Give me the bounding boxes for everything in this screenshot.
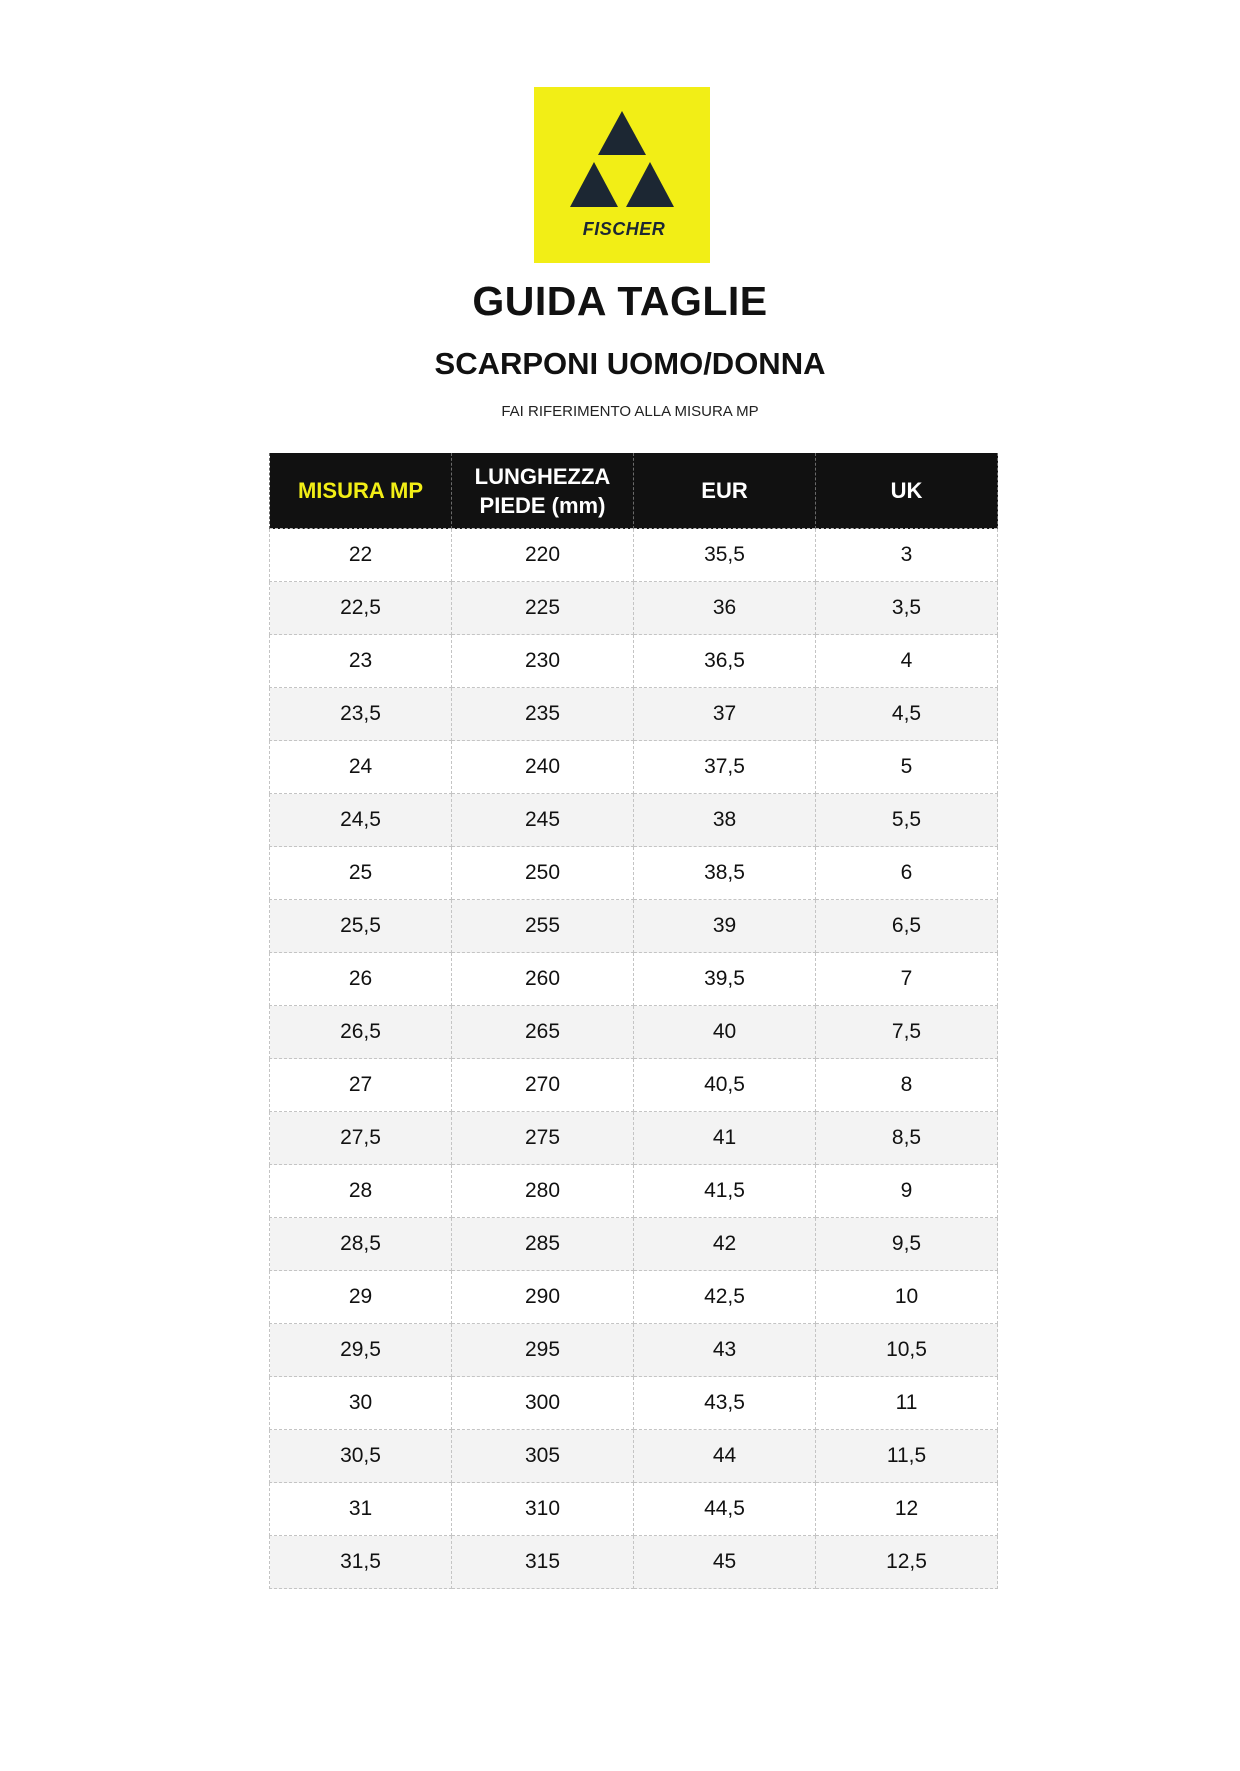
cell-eur: 41 (634, 1112, 816, 1165)
table-row (270, 1536, 998, 1589)
cell-eur: 38 (634, 794, 816, 847)
cell-misura-mp: 30 (270, 1377, 452, 1430)
cell-misura-mp: 26 (270, 953, 452, 1006)
cell-uk: 10 (816, 1271, 998, 1324)
cell-uk: 7 (816, 953, 998, 1006)
cell-lunghezza-piede: 275 (452, 1112, 634, 1165)
page-title: GUIDA TAGLIE (472, 278, 768, 324)
cell-lunghezza-piede: 310 (452, 1483, 634, 1536)
cell-misura-mp: 27,5 (270, 1112, 452, 1165)
cell-misura-mp: 29 (270, 1271, 452, 1324)
cell-uk: 4 (816, 635, 998, 688)
table-row (270, 1271, 998, 1324)
cell-eur: 35,5 (634, 529, 816, 582)
cell-lunghezza-piede: 260 (452, 953, 634, 1006)
cell-eur: 42 (634, 1218, 816, 1271)
cell-eur: 36,5 (634, 635, 816, 688)
table-row (270, 900, 998, 953)
cell-eur: 43,5 (634, 1377, 816, 1430)
fischer-logo (534, 87, 710, 263)
cell-uk: 5,5 (816, 794, 998, 847)
table-row (270, 1006, 998, 1059)
cell-lunghezza-piede: 225 (452, 582, 634, 635)
table-row (270, 847, 998, 900)
cell-misura-mp: 31 (270, 1483, 452, 1536)
cell-uk: 6 (816, 847, 998, 900)
cell-misura-mp: 23 (270, 635, 452, 688)
cell-lunghezza-piede: 285 (452, 1218, 634, 1271)
table-row (270, 1112, 998, 1165)
column-header-eur: EUR (634, 453, 816, 529)
cell-uk: 11 (816, 1377, 998, 1430)
cell-misura-mp: 28 (270, 1165, 452, 1218)
table-row (270, 1377, 998, 1430)
cell-misura-mp: 29,5 (270, 1324, 452, 1377)
cell-eur: 41,5 (634, 1165, 816, 1218)
cell-eur: 36 (634, 582, 816, 635)
cell-misura-mp: 22 (270, 529, 452, 582)
cell-uk: 6,5 (816, 900, 998, 953)
table-row (270, 1324, 998, 1377)
page-subtitle: SCARPONI UOMO/DONNA (434, 346, 826, 381)
cell-lunghezza-piede: 235 (452, 688, 634, 741)
column-header-misura-mp: MISURA MP (270, 453, 452, 529)
cell-uk: 9,5 (816, 1218, 998, 1271)
cell-uk: 5 (816, 741, 998, 794)
cell-lunghezza-piede: 265 (452, 1006, 634, 1059)
cell-uk: 3,5 (816, 582, 998, 635)
cell-lunghezza-piede: 280 (452, 1165, 634, 1218)
reference-note: FAI RIFERIMENTO ALLA MISURA MP (501, 403, 759, 420)
table-row (270, 582, 998, 635)
cell-misura-mp: 24 (270, 741, 452, 794)
cell-eur: 37,5 (634, 741, 816, 794)
cell-eur: 42,5 (634, 1271, 816, 1324)
cell-lunghezza-piede: 255 (452, 900, 634, 953)
size-table (269, 453, 998, 1589)
cell-eur: 44,5 (634, 1483, 816, 1536)
cell-eur: 44 (634, 1430, 816, 1483)
cell-uk: 8 (816, 1059, 998, 1112)
table-row (270, 1430, 998, 1483)
cell-lunghezza-piede: 270 (452, 1059, 634, 1112)
cell-lunghezza-piede: 245 (452, 794, 634, 847)
table-row (270, 635, 998, 688)
cell-lunghezza-piede: 315 (452, 1536, 634, 1589)
cell-eur: 40 (634, 1006, 816, 1059)
cell-misura-mp: 22,5 (270, 582, 452, 635)
column-header-lunghezza-piede: LUNGHEZZA PIEDE (mm) (452, 453, 634, 529)
cell-eur: 39,5 (634, 953, 816, 1006)
table-row (270, 1165, 998, 1218)
cell-misura-mp: 26,5 (270, 1006, 452, 1059)
cell-eur: 37 (634, 688, 816, 741)
cell-uk: 7,5 (816, 1006, 998, 1059)
cell-lunghezza-piede: 290 (452, 1271, 634, 1324)
cell-uk: 12 (816, 1483, 998, 1536)
cell-lunghezza-piede: 250 (452, 847, 634, 900)
table-row (270, 688, 998, 741)
cell-eur: 45 (634, 1536, 816, 1589)
cell-eur: 43 (634, 1324, 816, 1377)
cell-misura-mp: 25 (270, 847, 452, 900)
cell-lunghezza-piede: 220 (452, 529, 634, 582)
cell-uk: 10,5 (816, 1324, 998, 1377)
cell-uk: 9 (816, 1165, 998, 1218)
column-header-uk: UK (816, 453, 998, 529)
cell-misura-mp: 30,5 (270, 1430, 452, 1483)
cell-eur: 40,5 (634, 1059, 816, 1112)
table-body (270, 529, 998, 1589)
table-header-row (270, 453, 998, 529)
table-row (270, 794, 998, 847)
cell-misura-mp: 28,5 (270, 1218, 452, 1271)
table-row (270, 741, 998, 794)
table-row (270, 1483, 998, 1536)
table-row (270, 953, 998, 1006)
cell-eur: 38,5 (634, 847, 816, 900)
cell-uk: 8,5 (816, 1112, 998, 1165)
cell-lunghezza-piede: 305 (452, 1430, 634, 1483)
cell-misura-mp: 23,5 (270, 688, 452, 741)
cell-misura-mp: 31,5 (270, 1536, 452, 1589)
cell-uk: 11,5 (816, 1430, 998, 1483)
cell-lunghezza-piede: 300 (452, 1377, 634, 1430)
cell-misura-mp: 25,5 (270, 900, 452, 953)
cell-uk: 3 (816, 529, 998, 582)
cell-eur: 39 (634, 900, 816, 953)
cell-misura-mp: 24,5 (270, 794, 452, 847)
cell-lunghezza-piede: 230 (452, 635, 634, 688)
table-row (270, 529, 998, 582)
cell-uk: 4,5 (816, 688, 998, 741)
brand-wordmark: FISCHER (582, 219, 666, 239)
cell-misura-mp: 27 (270, 1059, 452, 1112)
table-row (270, 1218, 998, 1271)
cell-uk: 12,5 (816, 1536, 998, 1589)
cell-lunghezza-piede: 240 (452, 741, 634, 794)
fischer-triangles-icon (534, 87, 710, 263)
cell-lunghezza-piede: 295 (452, 1324, 634, 1377)
table-row (270, 1059, 998, 1112)
